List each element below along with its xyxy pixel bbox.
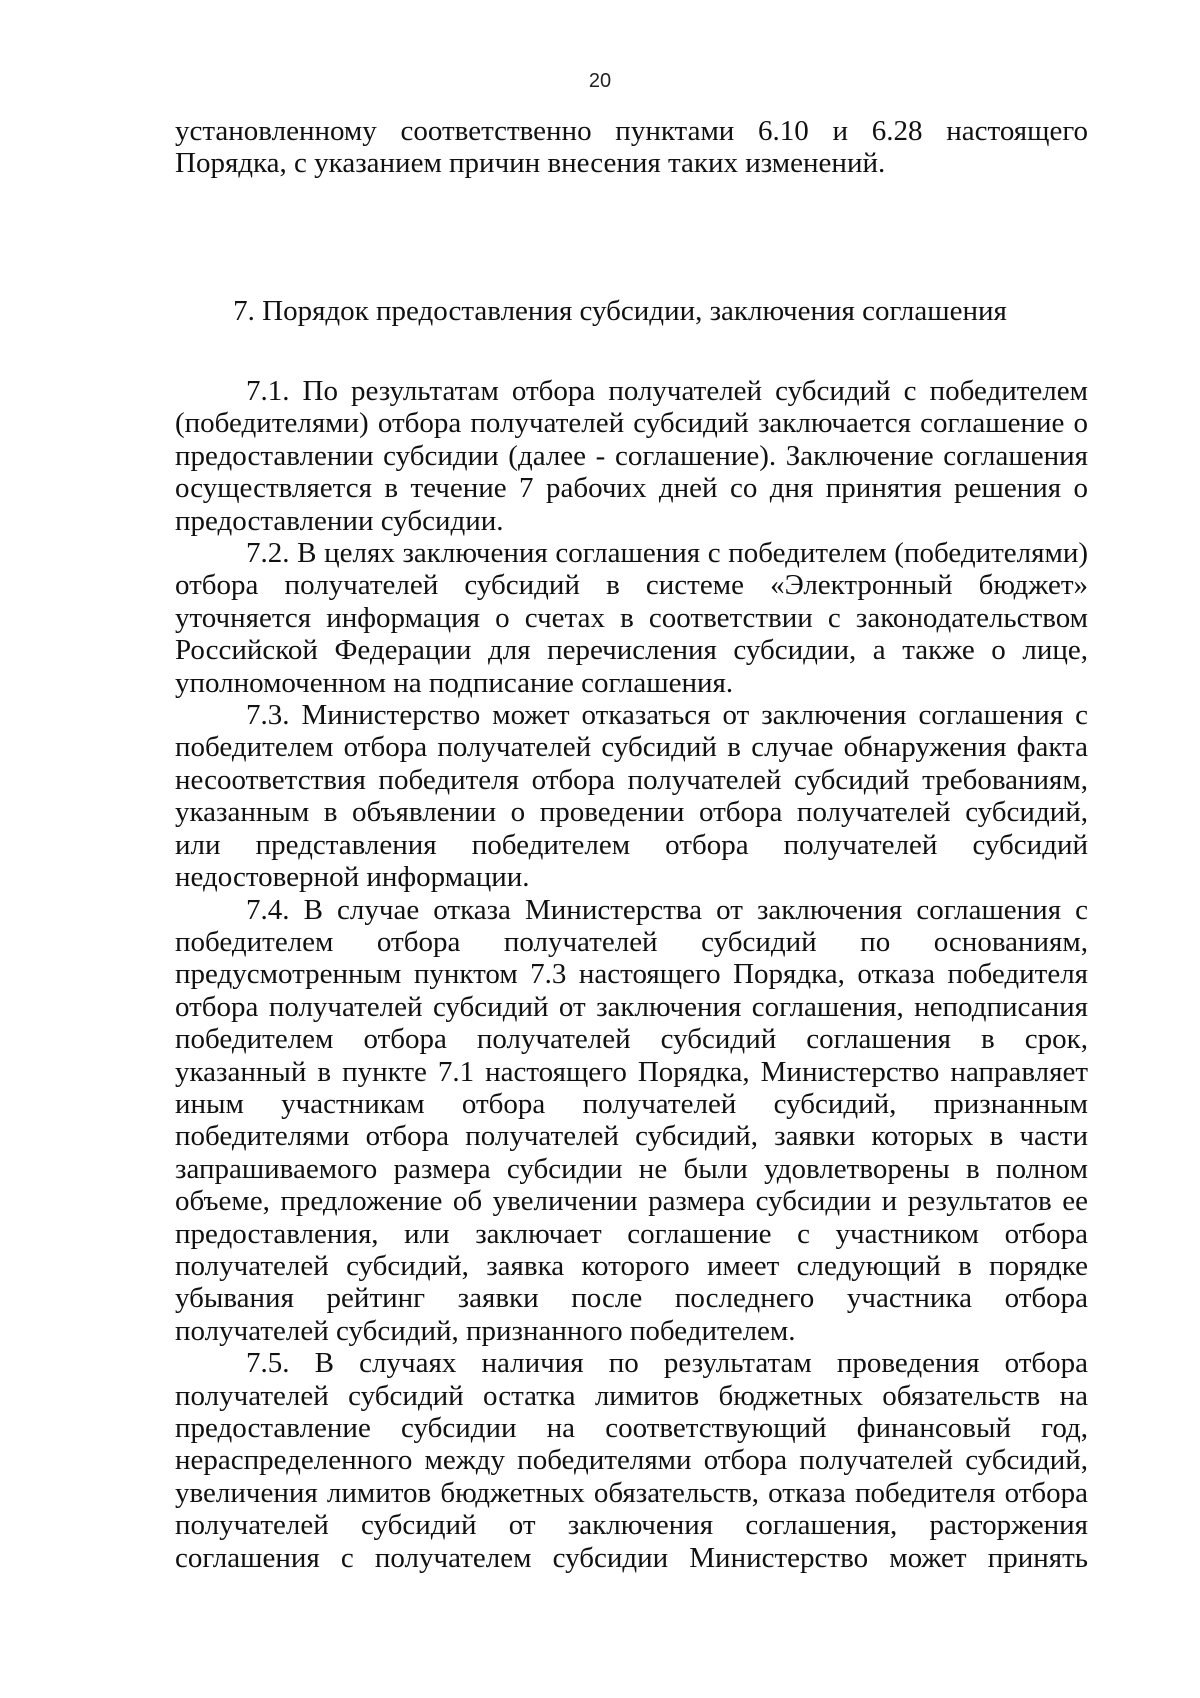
section-heading: 7. Порядок предоставления субсидии, заключения соглашения [233, 295, 1007, 327]
clause-7-2: 7.2. В целях заключения соглашения с победителем (победителями) отбора получателей субсидий в системе «Электронный бюджет» уточняется информация о счетах в соответствии с законодательством Российской Федерации для перечисления субсидии, а также о лице, уполномоченном на подписание соглашения. [175, 537, 1088, 699]
clause-7-3: 7.3. Министерство может отказаться от заключения соглашения с победителем отбора получателей субсидий в случае обнаружения факта несоответствия победителя отбора получателей субсидий требованиям, указанным в объявлении о проведении отбора получателей субсидий, или представления победителем отбора получателей субсидий недостоверной информации. [175, 699, 1088, 894]
clause-7-1: 7.1. По результатам отбора получателей субсидий с победителем (победителями) отбора получателей субсидий заключается соглашение о предоставлении субсидии (далее - соглашение). Заключение соглашения осуществляется в течение 7 рабочих дней со дня принятия решения о предоставлении субсидии. [175, 375, 1088, 537]
page-number: 20 [588, 70, 612, 92]
clause-7-4: 7.4. В случае отказа Министерства от заключения соглашения с победителем отбора получателей субсидий по основаниям, предусмотренным пунктом 7.3 настоящего Порядка, отказа победителя отбора получателей субсидий от заключения соглашения, неподписания победителем отбора получателей субсидий соглашения в срок, указанный в пункте 7.1 настоящего Порядка, Министерство направляет иным участникам отбора получателей субсидий, признанным победителями отбора получателей субсидий, заявки которых в части запрашиваемого размера субсидии не были удовлетворены в полном объеме, предложение об увеличении размера субсидии и результатов ее предоставления, или заключает соглашение с участником отбора получателей субсидий, заявка которого имеет следующий в порядке убывания рейтинг заявки после последнего участника отбора получателей субсидий, признанного победителем. [175, 893, 1088, 1347]
clauses-list [175, 375, 1088, 1574]
intro-paragraph: установленному соответственно пунктами 6.10 и 6.28 настоящего Порядка, с указанием причин внесения таких изменений. [175, 115, 1088, 180]
clause-7-5: 7.5. В случаях наличия по результатам проведения отбора получателей субсидий остатка лимитов бюджетных обязательств на предоставление субсидии на соответствующий финансовый год, нераспределенного между победителями отбора получателей субсидий, увеличения лимитов бюджетных обязательств, отказа победителя отбора получателей субсидий от заключения соглашения, расторжения соглашения с получателем субсидии Министерство может принять [175, 1347, 1088, 1574]
